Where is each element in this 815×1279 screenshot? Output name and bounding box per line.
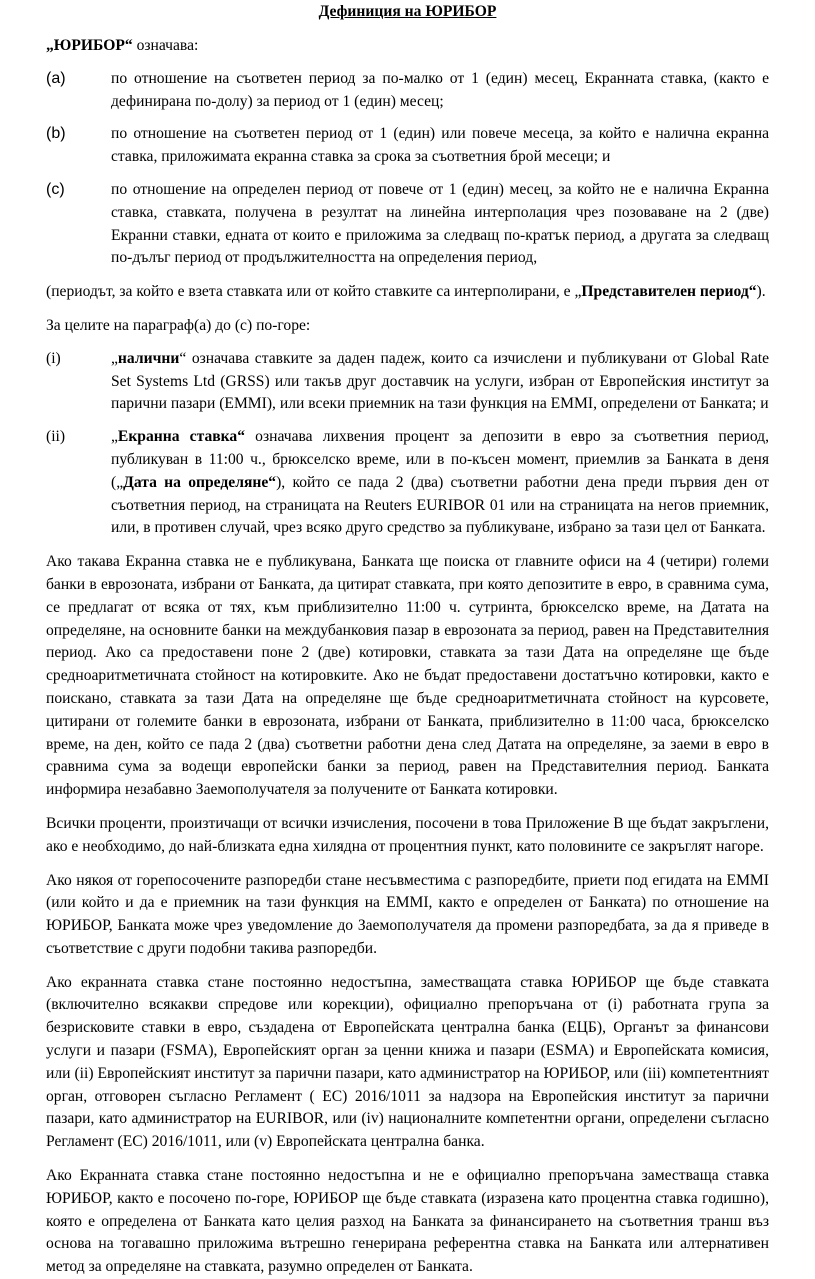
representative-period-paragraph — [46, 281, 769, 304]
list-item-i — [46, 348, 769, 416]
definition-lead — [46, 35, 769, 58]
definition-rest: означава: — [132, 37, 199, 54]
item-label: (i) — [46, 349, 61, 367]
rounding-paragraph: Всички проценти, произтичащи от всички изчисления, посочени в това Приложение B ще бъдат закръглени, ако е необходимо, до най-близката една хилядна от процентния пункт, като половините се закръглят нагоре. — [46, 814, 769, 855]
purposes-intro: За целите на параграф(а) до (c) по-горе: — [46, 316, 311, 334]
fallback-quotes-paragraph: Ако такава Екранна ставка не е публикувана, Банката ще поиска от главните офиси на 4 (четири) големи банки в еврозоната, избрани от Банката, да цитират ставката, при която депозитите в евро, в сравнима сума, се предлагат от всяка от тях, към приблизително 11:00 ч. сутринта, брюкселско време, на Датата на определяне, на основните банки на междубанковия пазар в еврозоната за период, равен на Представителния период. Ако са предоставени поне 2 (две) котировки, ставката за тази Дата на определяне ще бъде средноаритметичната стойност на котировките. Ако не бъдат предоставени достатъчно котировки, както е поискано, ставката за тази Дата на определяне ще бъде средноаритметичната стойност на курсовете, цитирани от големите банки в еврозоната, избрани от Банката, приблизително в 11:00 часа, брюкселско време, на ден, който се пада 2 (два) съответни работни дена след Датата на определяне, за заеми в евро в сравнима сума за водещи европейски банки за период, равен на Представителния период. Банката информира незабавно Заемополучателя за получените от Банката котировки. — [46, 553, 769, 799]
list-item-ii — [46, 426, 769, 540]
text-span: “ означава ставките за даден падеж, които са изчислени и публикувани от Global Rate Set Systems Ltd (GRSS) или такъв друг доставчик на услуги, избран от Европейския институт за парични пазари (EMMI), или всеки приемник на тази функция на EMMI, определени от Банката; и — [111, 349, 769, 413]
bank-determined-rate-paragraph: Ако Екранната ставка стане постоянно недостъпна и не е официално препоръчана заместваща ставка ЮРИБОР, както е посочено по-горе, ЮРИБОР ще бъде ставката (изразена като процентна ставка годишно), която е определена от Банката като целия разход на Банката за финансирането на съответния транш въз основа на тогавашно приложима вътрешно генерирана референтна ставка на Банката или алтернативен метод за определяне на ставката, разумно определен от Банката. — [46, 1167, 769, 1276]
defined-term: „ЮРИБОР“ — [46, 37, 133, 54]
text-span: означава лихвения процент за депозити в евро за съответния период, публикуван в 11:00 ч., брюкселско време, или в по-късен момент, приемлив за Банката в деня („ — [111, 428, 769, 491]
text-span: (периодът, за който е взета ставката или от който ставките са интерполирани, е „ — [46, 283, 582, 301]
defined-term: Дата на определяне“ — [123, 473, 277, 491]
text-span: „ — [111, 428, 118, 446]
document-title: Дефиниция на ЮРИБОР — [318, 3, 497, 20]
item-text: по отношение на съответен период за по-малко от 1 (един) месец, Екранната ставка, (както е дефинирана по-долу) за период от 1 (един) месец; — [111, 69, 769, 110]
defined-term: налични — [117, 349, 180, 367]
item-text — [111, 426, 769, 540]
item-text — [111, 348, 769, 416]
item-label: (b) — [46, 125, 66, 143]
text-span: „ — [111, 349, 118, 367]
item-text: по отношение на определен период от повече от 1 (един) месец, за който не е налична Екранна ставка, ставката, получена в резултат на линейна интерполация чрез позоваване на 2 (две) Екранни ставки, едната от които е приложима за следващ по-кратък период, а другата за следващ по-дълъг период от продължителността на определения период, — [111, 180, 769, 267]
item-label: (ii) — [46, 428, 66, 446]
item-label: (c) — [46, 180, 65, 198]
list-item-a — [46, 68, 769, 114]
defined-term: Екранна ставка“ — [117, 428, 246, 446]
text-span: ). — [756, 283, 766, 301]
defined-term: Представителен период“ — [581, 283, 757, 301]
item-label: (a) — [46, 69, 66, 87]
text-span: ), който се пада 2 (два) съответни работни дена преди първия ден от съответния период, на страницата на Reuters EURIBOR 01 или на страницата на негов приемник, или, в противен случай, чрез всяко друго средство за публикуване, избрано за тази цел от Банката. — [111, 473, 770, 537]
replacement-rate-paragraph: Ако екранната ставка стане постоянно недостъпна, заместващата ставка ЮРИБОР ще бъде ставката (включително всякакви спредове или корекции), официално препоръчана от (i) работната група за безрисковите ставки в евро, създадена от Европейската централна банка (ЕЦБ), Органът за финансови услуги и пазари (FSMA), Европейският орган за ценни книжа и пазари (ESMA) и Европейската комисия, или (ii) Европейският институт за парични пазари, като администратор на ЮРИБОР, или (iii) компетентният орган, отговорен съгласно Регламент ( ЕС) 2016/1011 за надзора на Европейския институт за парични пазари, като администратор на EURIBOR, или (iv) националните компетентни органи, определени съгласно Регламент (ЕС) 2016/1011, или (v) Европейската централна банка. — [46, 973, 769, 1151]
list-item-c — [46, 179, 769, 270]
item-text: по отношение на съответен период от 1 (един) или повече месеца, за който е налична екранна ставка, приложимата екранна ставка за срока за съответния брой месеци; и — [111, 125, 769, 166]
list-item-b — [46, 123, 769, 169]
emmi-amendment-paragraph: Ако някоя от горепосочените разпоредби стане несъвместима с разпоредбите, приети под егидата на EMMI (или който и да е приемник на тази функция на EMMI, както е определен от Банката) по отношение на ЮРИБОР, Банката може чрез уведомление до Заемополучателя да промени разпоредбата, за да я приведе в съответствие с други подобни такива разпоредби. — [46, 871, 769, 957]
